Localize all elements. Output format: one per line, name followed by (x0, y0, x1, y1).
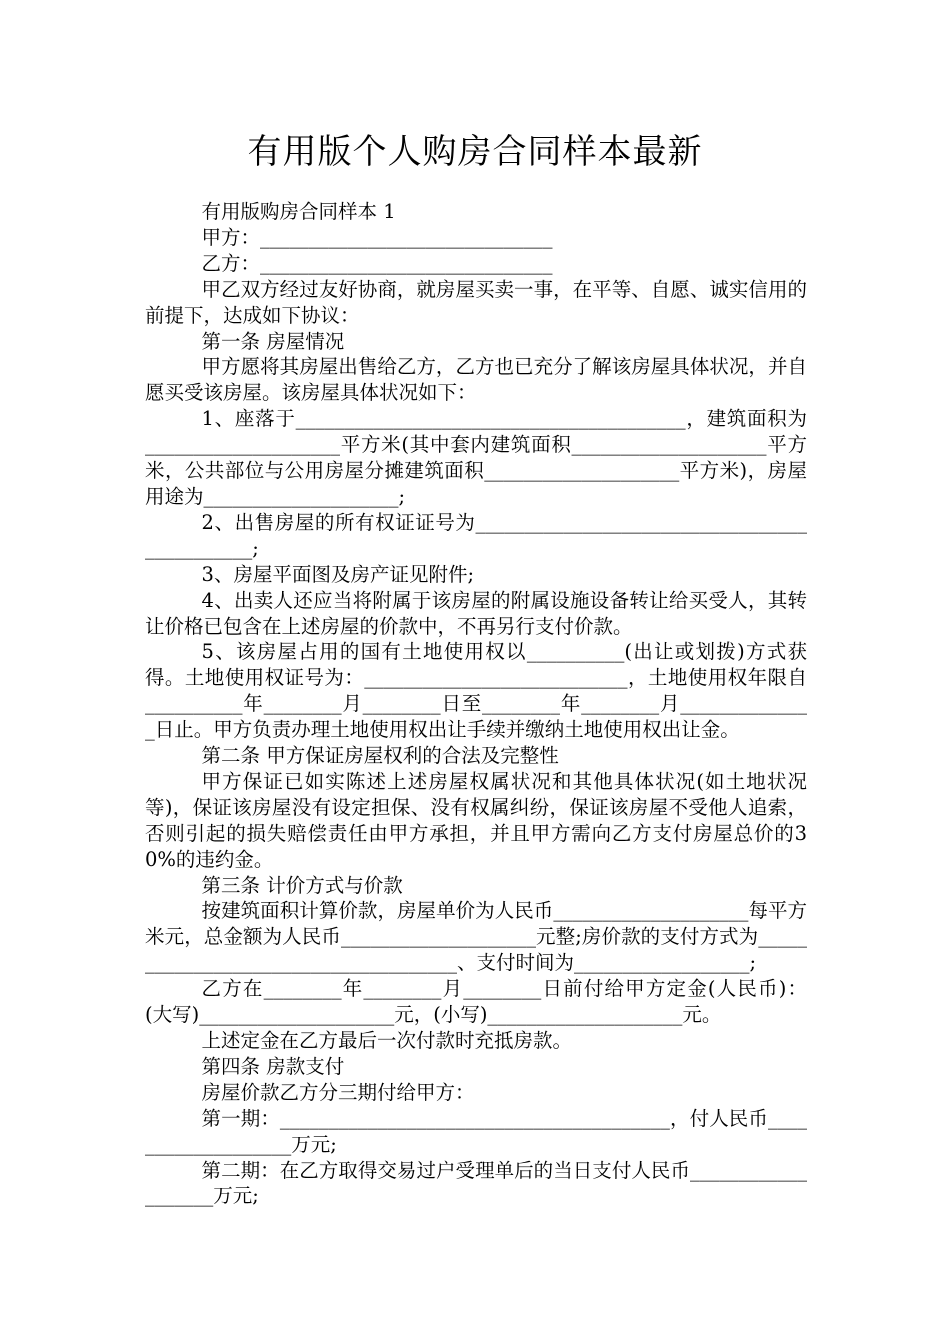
article-1-heading: 第一条 房屋情况 (201, 329, 345, 353)
paragraph-item-5: 5、该房屋占用的国有土地使用权以__________(出让或划拨)方式获得。土地使用权证号为：___________________________，土地使用权年限自__________年________月________日至________年________月______________日止。甲方负责办理土地使用权出让手续并缴纳土地使用权出让金。 (145, 640, 807, 742)
paragraph-item-1: 1、座落于________________________________________，建筑面积为____________________平方米(其中套内建筑面积____________________平方米，公共部位与公用房屋分摊建筑面积____________________平方米)，房屋用途为____________________; (145, 407, 807, 508)
paragraph-preamble: 甲乙双方经过友好协商，就房屋买卖一事，在平等、自愿、诚实信用的前提下，达成如下协议： (145, 277, 807, 327)
paragraph-item-4: 4、出卖人还应当将附属于该房屋的附属设施设备转让给买受人，其转让价格已包含在上述房屋的价款中，不再另行支付价款。 (145, 588, 807, 638)
document-title: 有用版个人购房合同样本最新 (247, 132, 703, 172)
paragraph-item-2: 2、出售房屋的所有权证证号为_____________________________________________; (145, 510, 807, 560)
paragraph-installment-1: 第一期：________________________________________，付人民币___________________万元; (145, 1106, 807, 1156)
paragraph-party-a: 甲方：______________________________ (201, 225, 553, 249)
paragraph-party-b: 乙方：______________________________ (201, 251, 553, 275)
paragraph-article-1-intro: 甲方愿将其房屋出售给乙方，乙方也已充分了解该房屋具体状况，并自愿买受该房屋。该房屋具体状况如下： (145, 355, 807, 405)
paragraph-article-3-offset: 上述定金在乙方最后一次付款时充抵房款。 (201, 1029, 573, 1052)
document-body (145, 199, 807, 1209)
paragraph-item-3: 3、房屋平面图及房产证见附件; (201, 562, 475, 586)
paragraph-article-3-price: 按建筑面积计算价款，房屋单价为人民币____________________每平方米元，总金额为人民币____________________元整;房价款的支付方式为_____________________________________、支付时间为__________________; (145, 899, 807, 975)
article-3-heading: 第三条 计价方式与价款 (201, 873, 403, 897)
article-4-heading: 第四条 房款支付 (201, 1054, 345, 1078)
paragraph-article-2: 甲方保证已如实陈述上述房屋权属状况和其他具体状况(如土地状况等)，保证该房屋没有设定担保、没有权属纠纷，保证该房屋不受他人追索，否则引起的损失赔偿责任由甲方承担，并且甲方需向乙方支付房屋总价的30%的违约金。 (145, 769, 807, 871)
paragraph-subtitle: 有用版购房合同样本 1 (201, 200, 396, 223)
paragraph-article-4-intro: 房屋价款乙方分三期付给甲方： (201, 1080, 475, 1104)
paragraph-installment-2: 第二期：在乙方取得交易过户受理单后的当日支付人民币___________________万元; (145, 1158, 807, 1208)
article-2-heading: 第二条 甲方保证房屋权利的合法及完整性 (201, 744, 559, 768)
paragraph-article-3-deposit: 乙方在________年________月________日前付给甲方定金(人民币)：(大写)____________________元，(小写)____________________元。 (145, 977, 807, 1027)
